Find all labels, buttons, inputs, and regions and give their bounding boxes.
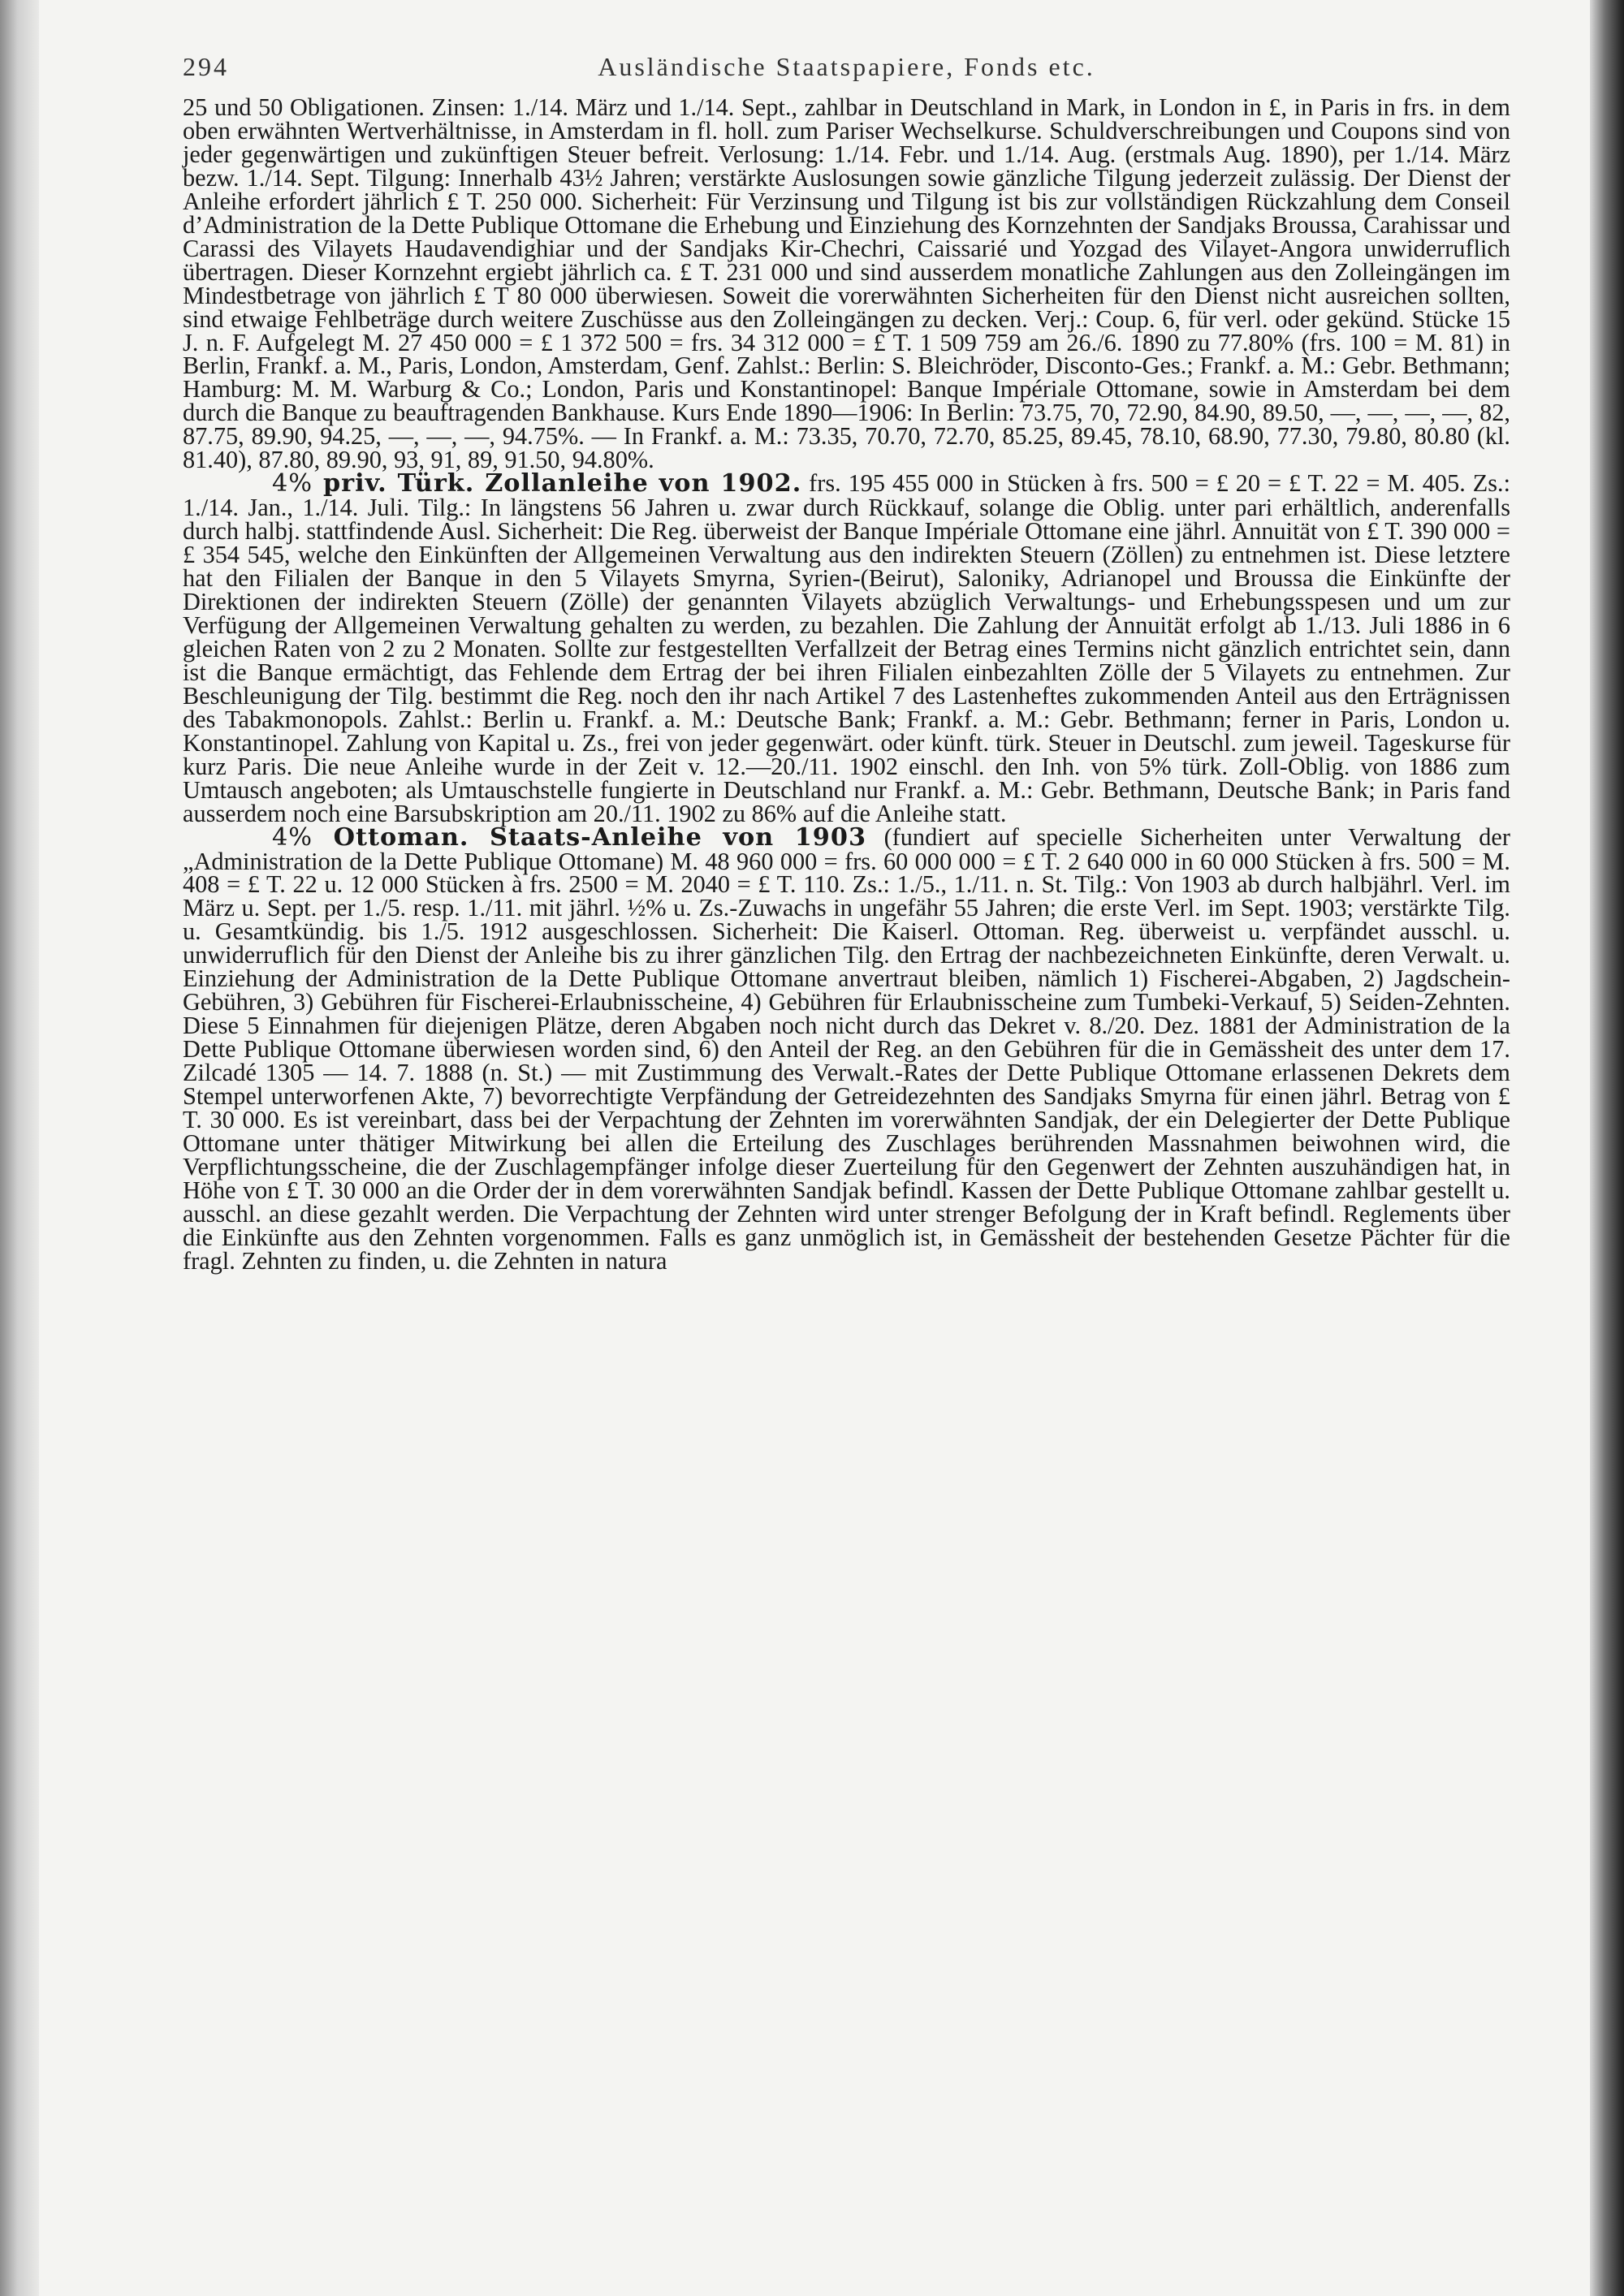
paragraph-continuation (183, 93, 1510, 474)
running-title: Ausländische Staatspapiere, Fonds etc. (598, 52, 1095, 81)
document-body (183, 93, 1510, 1275)
entry-title: priv. Türk. Zollanleihe von 1902. (322, 469, 802, 498)
paragraph-text: (fundiert auf specielle Sicherheiten unter Verwaltung der „Administration de la Dette Publique Ottomane) M. 48 960 000 = frs. 60 000 000 = £ T. 2 640 000 in 60 000 Stücken à frs. 500 = M. 408 = £ T. 22 u. 12 000 Stücken à frs. 2500 = M. 2040 = £ T. 110. Zs.: 1./5., 1./11. n. St. Tilg.: Von 1903 ab durch halbjährl. Verl. im März u. Sept. per 1./5. resp. 1./11. mit jährl. ½% u. Zs.-Zuwachs in ungefähr 55 Jahren; die erste Verl. im Sept. 1903; verstärkte Tilg. u. Gesamtkündig. bis 1./5. 1912 ausgeschlossen. Sicherheit: Die Kaiserl. Ottoman. Reg. überweist u. verpfändet ausschl. u. unwiderruflich für den Dienst der Anleihe bis zu ihrer gänzlichen Tilg. den Ertrag der nachbezeichneten Einkünfte, deren Verwalt. u. Einziehung der Administration de la Dette Publique Ottomane anvertraut bleiben, nämlich 1) Fischerei-Abgaben, 2) Jagdschein-Gebühren, 3) Gebühren für Fischerei-Erlaubnisscheine, 4) Gebühren für Erlaubnisscheine zum Tumbeki-Verkauf, 5) Seiden-Zehnten. Diese 5 Einnahmen für diejenigen Plätze, deren Abgaben noch nicht durch das Dekret v. 8./20. Dez. 1881 der Administration de la Dette Publique Ottomane überwiesen worden sind, 6) den Anteil der Reg. an den Gebühren für die in Gemässheit des unter dem 17. Zilcadé 1305 — 14. 7. 1888 (n. St.) — mit Zustimmung des Verwalt.-Rates der Dette Publique Ottomane erlassenen Dekrets dem Stempel unterworfenen Akte, 7) bevorrechtigte Verpfändung der Getreidezehnten des Sandjaks Smyrna für einen jährl. Betrag von £ T. 30 000. Es ist vereinbart, dass bei der Verpachtung der Zehnten im vorerwähnten Sandjak, der ein Delegierter der Dette Publique Ottomane unter thätiger Mitwirkung bei allen die Erteilung des Zuschlages berührenden Massnahmen beiwohnen wird, die Verpflichtungsscheine, die der Zuschlagempfänger infolge dieser Zuerteilung für den Gegenwert der Zehnten auszuhändigen hat, in Höhe von £ T. 30 000 an die Order der in dem vorerwähnten Sandjak befindl. Kassen der Dette Publique Ottomane zahlbar gestellt u. ausschl. an diese gezahlt werden. Die Verpachtung der Zehnten wird unter strenger Befolgung der in Kraft befindl. Reglements über die Einkünfte aus den Zehnten vorgenommen. Falls es ganz unmöglich ist, in Gemässheit der bestehenden Gesetze Pächter für die fragl. Zehnten zu finden, u. die Zehnten in natura (183, 822, 1510, 1275)
paragraph-text: frs. 195 455 000 in Stücken à frs. 500 = £ 20 = £ T. 22 = M. 405. Zs.: 1./14. Jan., 1./14. Juli. Tilg.: In längstens 56 Jahren u. zwar durch Rückkauf, solange die Oblig. unter pari erhältlich, anderenfalls durch halbj. stattfindende Ausl. Sicherheit: Die Reg. überweist der Banque Impériale Ottomane eine jährl. Annuität von £ T. 390 000 = £ 354 545, welche den Einkünften der Allgemeinen Verwaltung aus den indirekten Steuern (Zöllen) zu entnehmen ist. Diese letztere hat den Filialen der Banque in den 5 Vilayets Smyrna, Syrien-(Beirut), Saloniky, Adrianopel und Broussa die Einkünfte der Direktionen der indirekten Steuern (Zölle) der genannten Vilayets abzüglich Verwaltungs- und Erhebungsspesen und um zur Verfügung der Allgemeinen Verwaltung gehalten zu werden, zu bezahlen. Die Zahlung der Annuität erfolgt ab 1./13. Juli 1886 in 6 gleichen Raten von 2 zu 2 Monaten. Sollte zur festgestellten Verfallzeit der Betrag eines Termins nicht gänzlich entrichtet sein, dann ist die Banque ermächtigt, das Fehlende dem Ertrag der bei ihren Filialen einbezahlten Zölle der 5 Vilayets zu entnehmen. Zur Beschleunigung der Tilg. bestimmt die Reg. noch den ihr nach Artikel 7 des Lastenheftes zukommenden Anteil aus den Erträgnissen des Tabakmonopols. Zahlst.: Berlin u. Frankf. a. M.: Deutsche Bank; Frankf. a. M.: Gebr. Bethmann; ferner in Paris, London u. Konstantinopel. Zahlung von Kapital u. Zs., frei von jeder gegenwärt. oder künft. türk. Steuer in Deutschl. zum jeweil. Tageskurse für kurz Paris. Die neue Anleihe wurde in der Zeit v. 12.—20./11. 1902 einschl. den Inh. von 5% türk. Zoll-Oblig. von 1886 zum Umtausch angeboten; als Umtauschstelle fungierte in Deutschland nur Frankf. a. M.: Gebr. Bethmann, Deutsche Bank; in Paris fand ausserdem noch eine Barsubskription am 20./11. 1902 zu 86% auf die Anleihe statt. (183, 469, 1510, 827)
running-head (183, 47, 1510, 96)
entry-zollanleihe-1902 (183, 469, 1510, 827)
entry-title: Ottoman. Staats-Anleihe von 1903 (333, 822, 867, 852)
page-content (183, 47, 1510, 1273)
entry-staats-anleihe-1903 (183, 822, 1510, 1275)
interest-rate: 4% (272, 469, 313, 498)
page-edge-shadow (1590, 0, 1624, 2296)
page-binding-shadow (0, 0, 39, 2296)
page-number: 294 (183, 52, 229, 81)
paragraph-text: 25 und 50 Obligationen. Zinsen: 1./14. März und 1./14. Sept., zahlbar in Deutschland in Mark, in London in £, in Paris in frs. in dem oben erwähnten Wertverhältnisse, in Amsterdam in fl. holl. zum Pariser Wechselkurse. Schuldverschreibungen und Coupons sind von jeder gegenwärtigen und zukünftigen Steuer befreit. Verlosung: 1./14. Febr. und 1./14. Aug. (erstmals Aug. 1890), per 1./14. März bezw. 1./14. Sept. Tilgung: Innerhalb 43½ Jahren; verstärkte Auslosungen sowie gänzliche Tilgung jederzeit zulässig. Der Dienst der Anleihe erfordert jährlich £ T. 250 000. Sicherheit: Für Verzinsung und Tilgung ist bis zur vollständigen Rückzahlung dem Conseil d’Administration de la Dette Publique Ottomane die Erhebung und Einziehung des Kornzehnten der Sandjaks Broussa, Carahissar und Carassi des Vilayets Haudavendighiar und der Sandjaks Kir-Chechri, Caissarié und Yozgad des Vilayet-Angora unwiderruflich übertragen. Dieser Kornzehnt ergiebt jährlich ca. £ T. 231 000 und sind ausserdem monatliche Zahlungen aus den Zolleingängen im Mindestbetrage von jährlich £ T 80 000 überwiesen. Soweit die vorerwähnten Sicherheiten für den Dienst nicht ausreichen sollten, sind etwaige Fehlbeträge durch weitere Zuschüsse aus den Zolleingängen zu decken. Verj.: Coup. 6, für verl. oder gekünd. Stücke 15 J. n. F. Aufgelegt M. 27 450 000 = £ 1 372 500 = frs. 34 312 000 = £ T. 1 509 759 am 26./6. 1890 zu 77.80% (frs. 100 = M. 81) in Berlin, Frankf. a. M., Paris, London, Amsterdam, Genf. Zahlst.: Berlin: S. Bleichröder, Disconto-Ges.; Frankf. a. M.: Gebr. Bethmann; Hamburg: M. M. Warburg & Co.; London, Paris und Konstantinopel: Banque Impériale Ottomane, sowie in Amsterdam bei dem durch die Banque zu beauftragenden Bankhause. Kurs Ende 1890—1906: In Berlin: 73.75, 70, 72.90, 84.90, 89.50, —, —, —, —, 82, 87.75, 89.90, 94.25, —, —, —, 94.75%. — In Frankf. a. M.: 73.35, 70.70, 72.70, 85.25, 89.45, 78.10, 68.90, 77.30, 79.80, 80.80 (kl. 81.40), 87.80, 89.90, 93, 91, 89, 91.50, 94.80%. (183, 93, 1510, 474)
interest-rate: 4% (272, 822, 313, 852)
